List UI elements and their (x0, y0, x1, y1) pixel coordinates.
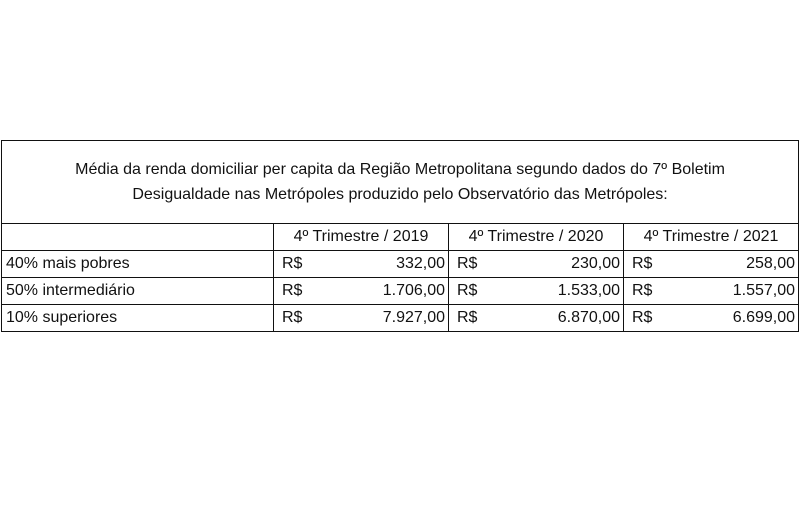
amount: 258,00 (746, 255, 796, 272)
currency-symbol: R$ (632, 282, 653, 299)
amount: 1.533,00 (557, 282, 620, 299)
income-table-container (1, 140, 799, 332)
header-2020: 4º Trimestre / 2020 (449, 224, 624, 251)
amount: 230,00 (571, 255, 620, 272)
value-cell (624, 278, 799, 305)
currency-symbol: R$ (457, 255, 478, 272)
value-cell (624, 305, 799, 332)
table-row (2, 305, 799, 332)
table-row (2, 278, 799, 305)
header-corner-cell (2, 224, 274, 251)
currency-symbol: R$ (282, 255, 303, 272)
value-cell (274, 251, 449, 278)
value-cell (449, 305, 624, 332)
row-label: 50% intermediário (2, 278, 274, 305)
amount: 6.699,00 (732, 309, 796, 326)
header-2019: 4º Trimestre / 2019 (274, 224, 449, 251)
table-title-line-1: Média da renda domiciliar per capita da Região Metropolitana segundo dados do 7º Boletim (75, 161, 725, 178)
header-row (2, 224, 799, 251)
value-cell (624, 251, 799, 278)
amount: 6.870,00 (557, 309, 620, 326)
amount: 1.557,00 (732, 282, 796, 299)
row-label: 40% mais pobres (2, 251, 274, 278)
value-cell (449, 278, 624, 305)
row-label: 10% superiores (2, 305, 274, 332)
currency-symbol: R$ (282, 282, 303, 299)
currency-symbol: R$ (457, 282, 478, 299)
currency-symbol: R$ (632, 309, 653, 326)
header-2021: 4º Trimestre / 2021 (624, 224, 799, 251)
amount: 332,00 (396, 255, 445, 272)
table-title-line-2: Desigualdade nas Metrópoles produzido pelo Observatório das Metrópoles: (132, 186, 668, 203)
value-cell (449, 251, 624, 278)
income-table (1, 140, 799, 332)
currency-symbol: R$ (282, 309, 303, 326)
table-title (2, 141, 799, 224)
value-cell (274, 305, 449, 332)
amount: 7.927,00 (382, 309, 445, 326)
title-row (2, 141, 799, 224)
currency-symbol: R$ (632, 255, 653, 272)
table-row (2, 251, 799, 278)
amount: 1.706,00 (382, 282, 445, 299)
value-cell (274, 278, 449, 305)
currency-symbol: R$ (457, 309, 478, 326)
